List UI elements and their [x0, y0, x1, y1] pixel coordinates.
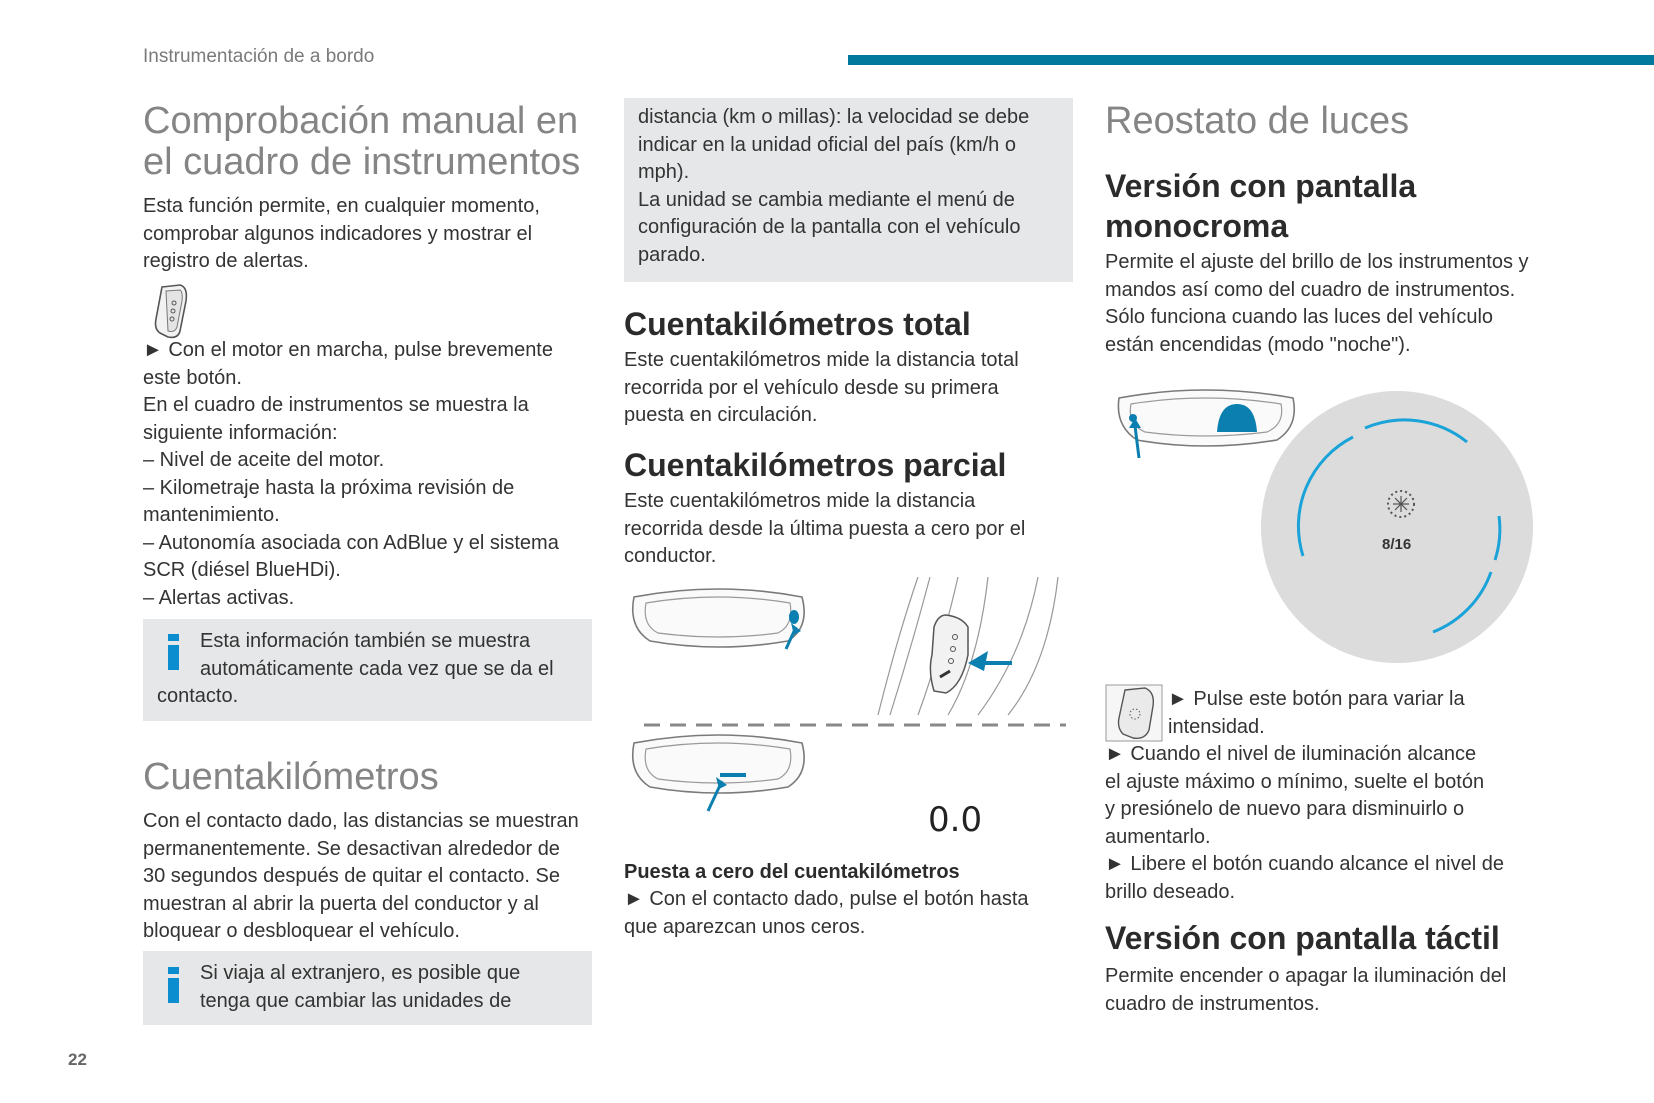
dimmer-steps-a: ► Pulse este botón para variar la intensidad.: [1168, 688, 1465, 738]
info-icon: [168, 634, 179, 670]
manual-check-intro: Esta función permite, en cualquier momento, comprobar algunos indicadores y mostrar el registro de alertas.: [143, 195, 540, 272]
monochrome-version-title: Versión con pantalla monocroma: [1105, 168, 1417, 244]
manual-check-title: Comprobación manual en el cuadro de instrumentos: [143, 100, 581, 183]
reset-subtitle: Puesta a cero del cuentakilómetros: [624, 861, 960, 883]
instrument-cluster-top: [633, 589, 804, 649]
dial-value: 8/16: [1382, 536, 1412, 553]
check-button-icon: [150, 283, 192, 341]
partial-odometer-body: Este cuentakilómetros mide la distancia recorrida desde la última puesta a cero por el conductor.: [624, 490, 1026, 567]
running-header: Instrumentación de a bordo: [143, 46, 375, 67]
partial-odometer-title: Cuentakilómetros parcial: [624, 447, 1007, 483]
info-box-continued: distancia (km o millas): la velocidad se debe indicar en la unidad oficial del país (km/h o mph). La unidad se cambia mediante el menú de configuración de la pantalla con el vehículo parado.: [624, 98, 1073, 282]
dimmer-steps-b: ► Cuando el nivel de iluminación alcance el ajuste máximo o mínimo, suelte el botón y presiónelo de nuevo para disminuirlo o aumentarlo. ► Libere el botón cuando alcance el nivel de brillo deseado.: [1105, 743, 1504, 903]
reset-body: ► Con el contacto dado, pulse el botón hasta que aparezcan unos ceros.: [624, 888, 1029, 938]
odometer-reset-illustration: [628, 575, 1068, 845]
touch-version-title: Versión con pantalla táctil: [1105, 920, 1500, 956]
odometer-body: Con el contacto dado, las distancias se muestran permanentemente. Se desactivan alrededor de 30 segundos después de quitar el contacto. Se muestran al abrir la puerta del conductor y al bloquear o desbloquear el vehículo.: [143, 810, 579, 942]
page-number: 22: [68, 1050, 87, 1069]
touch-version-body: Permite encender o apagar la iluminación del cuadro de instrumentos.: [1105, 965, 1507, 1015]
total-odometer-title: Cuentakilómetros total: [624, 306, 971, 342]
odometer-title: Cuentakilómetros: [143, 756, 439, 798]
monochrome-body: Permite el ajuste del brillo de los instrumentos y mandos así como del cuadro de instrumentos. Sólo funciona cuando las luces del vehículo están encendidas (modo "noche").: [1105, 251, 1529, 356]
header-accent-bar: [848, 55, 1654, 65]
dimmer-illustration: [1115, 380, 1535, 670]
brightness-dial: [1261, 391, 1533, 663]
manual-check-body: ► Con el motor en marcha, pulse brevemente este botón. En el cuadro de instrumentos se muestra la siguiente información: – Nivel de aceite del motor. – Kilometraje hasta la próxima revisión de mantenimiento. – Autonomía asociada con AdBlue y el sistema SCR (diésel BlueHDi). – Alertas activas.: [143, 339, 559, 609]
instrument-cluster-bottom: [633, 735, 804, 811]
instrument-cluster-dimmer: [1118, 390, 1294, 458]
dimmer-button-icon: [1105, 684, 1163, 742]
info-box-abroad: Si viaja al extranjero, es posible que tenga que cambiar las unidades de: [143, 951, 592, 1025]
dimmer-title: Reostato de luces: [1105, 100, 1410, 142]
total-odometer-body: Este cuentakilómetros mide la distancia total recorrida por el vehículo desde su primera puesta en circulación.: [624, 349, 1019, 426]
info-box-automatic: Esta información también se muestra automáticamente cada vez que se da el contacto.: [143, 619, 592, 721]
odometer-display-value: 0.0: [928, 800, 983, 840]
info-icon: [168, 967, 179, 1003]
reset-button: [930, 615, 968, 693]
